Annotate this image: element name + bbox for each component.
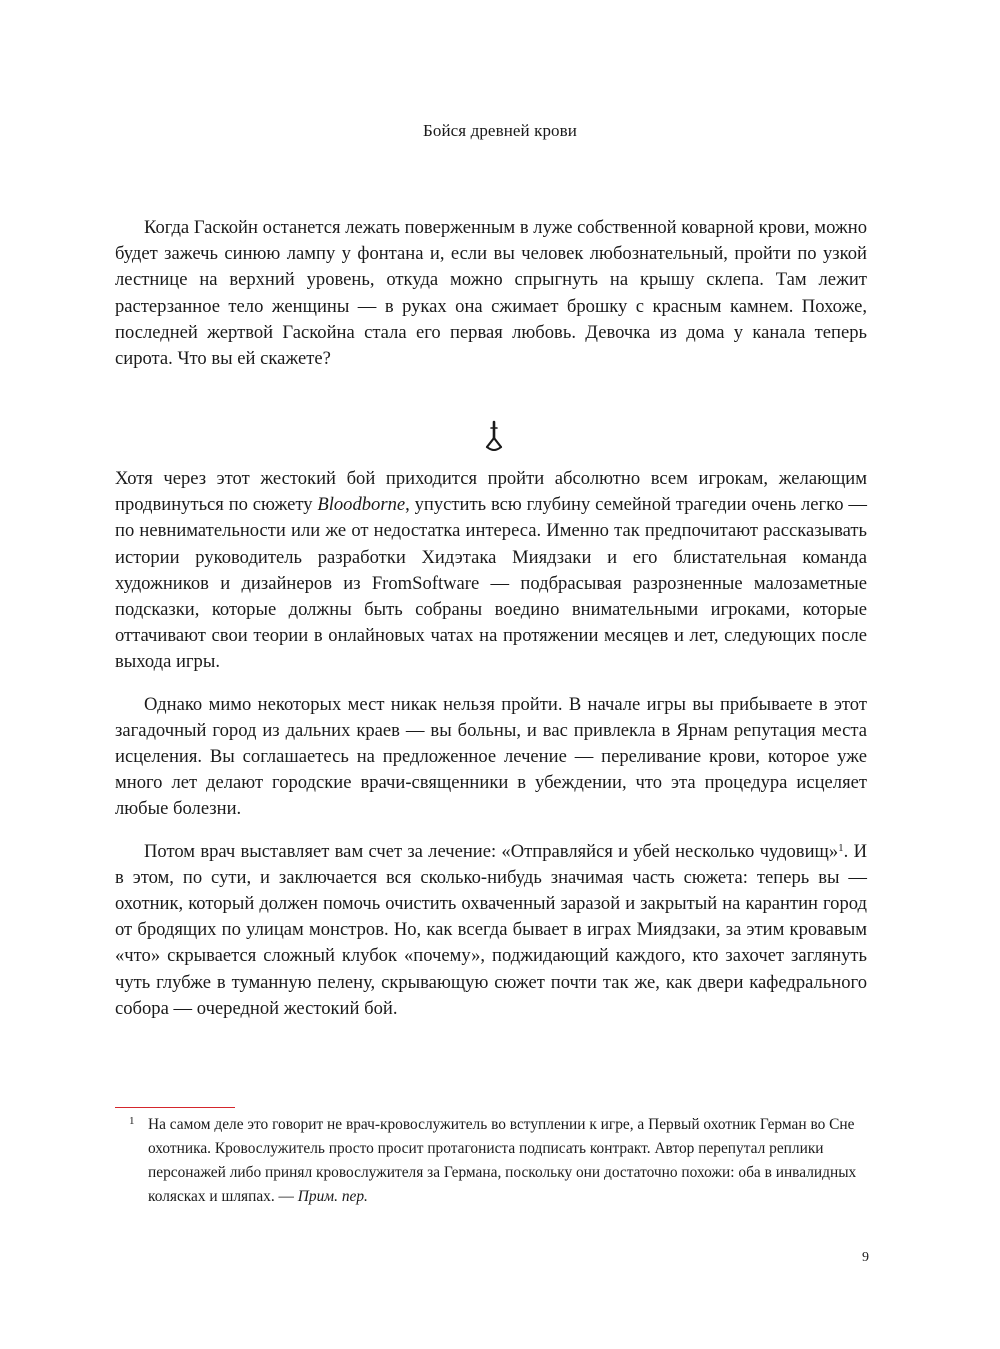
footnote-text: На самом деле это говорит не врач-кровослужитель во вступлении к игре, а Первый охотник Герман во Сне охотника. Кровослужитель просто просит протагониста подписать контракт. Автор перепутал реплики персонажей либо принял кровослужителя за Германа, поскольку они достаточно похожи: оба в инвалидных колясках и шляпах. —: [148, 1116, 857, 1205]
footnote-reference[interactable]: 1: [838, 841, 844, 854]
paragraph-3-start: Потом врач выставляет вам счет за лечение: «Отправляйся и убей несколько чудовищ»: [144, 840, 839, 862]
page-number: 9: [862, 1250, 869, 1265]
game-title: Bloodborne: [317, 494, 406, 516]
paragraph-3: [115, 839, 867, 1022]
paragraph-2: Однако мимо некоторых мест никак нельзя пройти. В начале игры вы прибываете в этот загадочный город из дальних краев — вы больны, и вас привлекла в Ярнам репутация места исцеления. Вы соглашаетесь на предложенное лечение — переливание крови, которое уже много лет делают городские врачи-священники в убеждении, что эта процедура исцеляет любые болезни.: [115, 693, 867, 820]
main-section: [115, 466, 867, 1038]
translator-note: Прим. пер.: [297, 1188, 368, 1205]
footnote-rule: [115, 1107, 235, 1108]
footnote: [129, 1113, 868, 1209]
paragraph-1-end: , упустить всю глубину семейной трагедии очень легко — по невнимательности или же от недостатка интереса. Именно так предпочитают рассказывать истории руководитель разработки Хидэтака Миядзаки и его блистательная команда художников и дизайнеров из FromSoftware — подбрасывая разрозненные малозаметные подсказки, которые должны быть собраны воедино внимательными игроками, которые оттачивают свои теории в онлайновых чатах на протяжении месяцев и лет, следующих после выхода игры.: [115, 494, 868, 673]
running-head: Бойся древней крови: [423, 121, 577, 140]
paragraph-1-start: Хотя через этот жестокий бой приходится пройти абсолютно всем игрокам, желающим продвинуться по сюжету: [115, 468, 867, 516]
intro-paragraph: Когда Гаскойн останется лежать поверженным в луже собственной коварной крови, можно будет зажечь синюю лампу у фонтана и, если вы человек любознательный, пройти по узкой лестнице на верхний уровень, откуда можно спрыгнуть на крышу склепа. Там лежит растерзанное тело женщины — в руках она сжимает брошку с красным камнем. Похоже, последней жертвой Гаскойна стала его первая любовь. Девочка из дома у канала теперь сирота. Что вы ей скажете?: [115, 217, 867, 370]
intro-section: [115, 215, 867, 372]
paragraph-1: [115, 466, 867, 676]
paragraph-3-end: . И в этом, по сути, и заключается вся сколько-нибудь значимая часть сюжета: теперь вы — охотник, который должен помочь очистить охваченный заразой и закрытый на карантин город от бродящих по улицам монстров. Но, как всегда бывает в играх Миядзаки, за этим кровавым «что» скрывается сложный клубок «почему», поджидающий каждого, кто захочет заглянуть чуть глубже в туманную пелену, скрывающую сюжет почти так же, как двери кафедрального собора — очередной жестокий бой.: [115, 840, 867, 1019]
footnote-number: 1: [129, 1115, 135, 1127]
hunter-rune-icon: [479, 420, 509, 454]
